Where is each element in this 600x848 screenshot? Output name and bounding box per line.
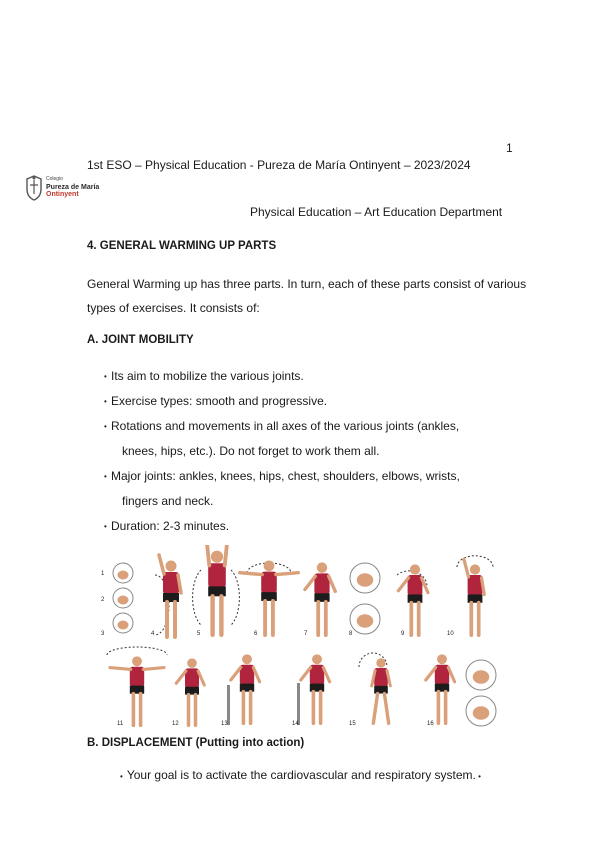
person-head (166, 561, 177, 572)
motion-arrow (107, 647, 167, 655)
person-torso (208, 563, 226, 587)
person-arm (301, 667, 311, 680)
section-b-heading: B. DISPLACEMENT (Putting into action) (87, 737, 305, 749)
person-shorts (208, 586, 226, 596)
support-bar (227, 685, 230, 725)
exercise-number-label: 8 (349, 631, 353, 637)
person-shorts (435, 684, 449, 692)
logo-line-3: Ontinyent (46, 191, 79, 198)
person-shorts (374, 686, 388, 694)
person-shorts (468, 594, 483, 602)
joint-mobility-list (104, 364, 504, 539)
person-arm (426, 667, 436, 680)
person-head (211, 551, 223, 563)
person-arm (464, 559, 469, 577)
crest-icon (24, 174, 44, 202)
joint-detail-limb (473, 670, 490, 684)
exercise-number-label: 7 (304, 631, 308, 637)
person-arm (231, 667, 241, 680)
exercise-number-label: 1 (101, 571, 105, 577)
person-arm (253, 667, 259, 681)
section-4-intro: General Warming up has three parts. In turn, each of these parts consist of various types of exercises. It consists of: (87, 277, 527, 315)
person-arm (276, 573, 298, 575)
motion-arrow (231, 570, 239, 625)
person-head (470, 564, 480, 574)
exercise-number-label: 4 (151, 631, 155, 637)
exercise-number-label: 9 (401, 631, 405, 637)
person-head (317, 562, 327, 572)
exercise-number-label: 14 (292, 721, 299, 727)
person-arm (398, 578, 408, 591)
exercise-number-label: 11 (117, 721, 124, 727)
school-logo (24, 174, 114, 204)
list-item: • Rotations and movements in all axes of the various joints (ankles, knees, hips, etc.). Do not forget to work them all. (104, 414, 504, 464)
list-item: • Major joints: ankles, knees, hips, chest, shoulders, elbows, wrists, fingers and neck. (104, 464, 504, 514)
section-b-goal: • Your goal is to activate the cardiovascular and respiratory system. • (120, 768, 481, 782)
page-number: 1 (506, 141, 513, 155)
person-arm (159, 555, 164, 574)
person-head (437, 654, 447, 664)
person-shorts (261, 592, 277, 601)
person-arm (110, 668, 131, 670)
person-shorts (408, 594, 423, 602)
person-head (187, 658, 197, 668)
person-arm (225, 545, 227, 566)
person-leg (384, 694, 388, 724)
joint-mobility-exercises-illustration (97, 545, 505, 733)
person-shorts (130, 686, 144, 694)
person-head (376, 658, 385, 667)
section-a-heading: A. JOINT MOBILITY (87, 334, 194, 346)
person-leg (373, 694, 377, 724)
list-item: • Duration: 2-3 minutes. (104, 514, 504, 539)
exercise-number-label: 3 (101, 631, 105, 637)
exercise-number-label: 15 (349, 721, 356, 727)
person-arm (305, 576, 315, 589)
motion-arrow (193, 570, 201, 625)
joint-detail-limb (357, 614, 374, 628)
list-item: • Exercise types: smooth and progressive. (104, 389, 504, 414)
person-arm (198, 671, 204, 685)
person-arm (323, 667, 329, 681)
logo-line-1: Colegio (46, 176, 63, 182)
list-item: • Its aim to mobilize the various joints. (104, 364, 504, 389)
person-head (312, 654, 322, 664)
person-head (242, 654, 252, 664)
person-arm (176, 671, 186, 683)
support-bar (297, 683, 300, 725)
joint-detail-limb (118, 621, 129, 630)
person-shorts (314, 593, 329, 602)
joint-detail-limb (357, 573, 374, 587)
person-head (132, 656, 142, 666)
person-head (410, 564, 420, 574)
exercise-number-label: 10 (447, 631, 454, 637)
exercise-number-label: 16 (427, 721, 434, 727)
joint-detail-limb (118, 596, 129, 605)
exercise-number-label: 13 (221, 721, 228, 727)
person-shorts (240, 684, 254, 692)
person-arm (448, 667, 454, 681)
header-department: Physical Education – Art Education Department (250, 205, 503, 219)
joint-detail-limb (118, 571, 129, 580)
person-arm (207, 545, 209, 566)
person-arm (329, 576, 336, 591)
header-title: 1st ESO – Physical Education - Pureza de María Ontinyent – 2023/2024 (87, 158, 471, 172)
exercise-number-label: 12 (172, 721, 179, 727)
person-arm (240, 573, 262, 575)
joint-detail-limb (473, 706, 490, 720)
person-shorts (163, 593, 179, 602)
section-4-heading: 4. GENERAL WARMING UP PARTS (87, 240, 277, 252)
person-shorts (185, 687, 199, 695)
exercise-number-label: 5 (197, 631, 201, 637)
logo-line-2: Pureza de María (46, 183, 100, 191)
person-arm (421, 578, 427, 593)
person-shorts (310, 684, 324, 692)
person-head (264, 560, 275, 571)
exercise-number-label: 2 (101, 597, 105, 603)
person-arm (143, 668, 164, 670)
exercise-number-label: 6 (254, 631, 258, 637)
